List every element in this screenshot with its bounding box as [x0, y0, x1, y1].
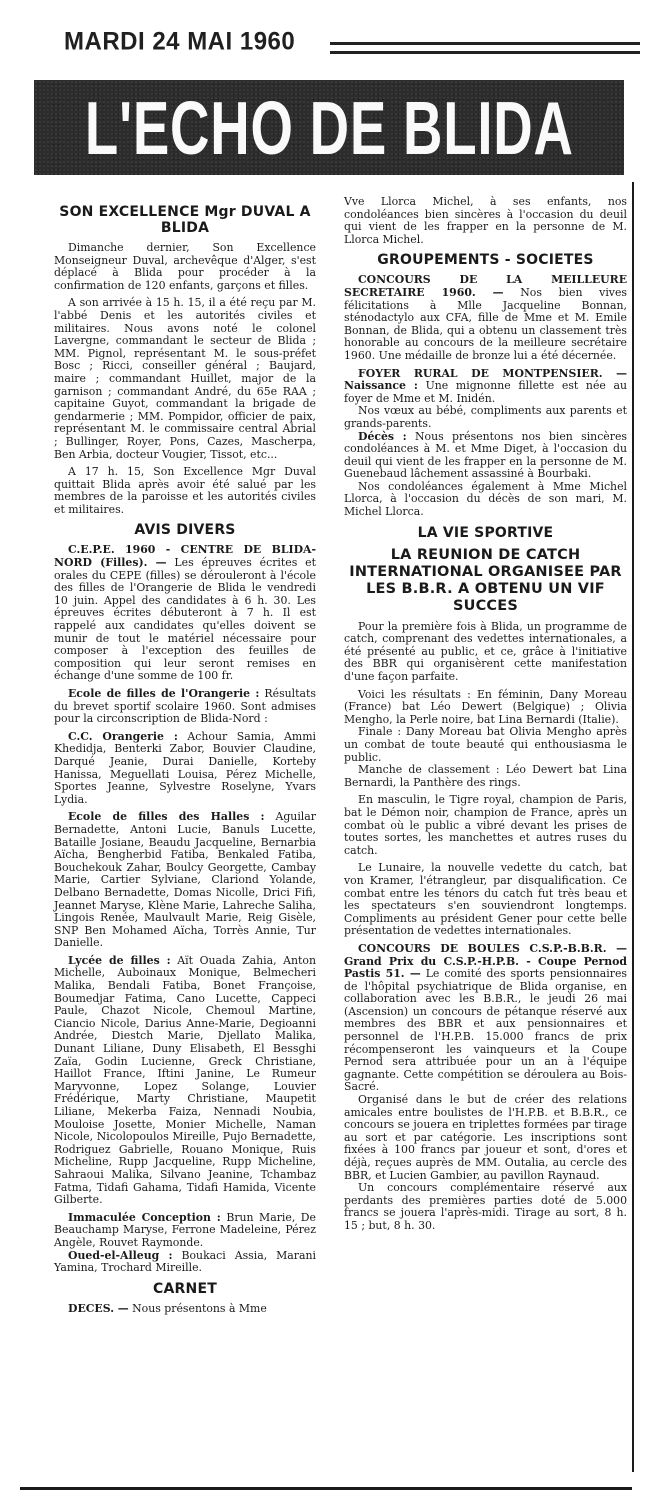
paragraph: Nos condoléances également à Mme Michel Llorca, à l'occasion du décès de son mari, M. Michel Llorca. — [344, 479, 627, 519]
left-column — [54, 196, 316, 1320]
paragraph-text: Nos bien vives félicitations à Mlle Jacqueline Bonnan, sténodactylo aux CFA, fille de Mme et M. Emile Bonnan, de Blida, qui a obtenu un classement très honorable au concours de la meilleure secrétaire 1960. Une médaille de bronze lui a été décernée. — [344, 285, 627, 362]
article-headline: LA REUNION DE CATCH INTERNATIONAL ORGANISEE PAR LES B.B.R. A OBTENU UN VIF SUCCES — [349, 546, 622, 614]
masthead-banner — [34, 80, 624, 175]
paragraph: Le Lunaire, la nouvelle vedette du catch, bat von Kramer, l'étrangleur, par disqualification. Ce combat entre les ténors du catch fut très beau et les spectateurs s'en souviendront longtemps. Compliments au président Gener pour cette belle présentation de vedettes internationales. — [344, 861, 627, 938]
header-rule — [330, 42, 640, 45]
paragraph: Organisé dans le but de créer des relations amicales entre boulistes de l'H.P.B. et B.B.R., ce concours se jouera en triplettes formées par tirage au sort et par catégorie. Les inscriptions sont fixées à 100 francs par joueur et sont, d'ores et déjà, reçues auprès de MM. Outalia, au cercle des BBR, et Lucien Gambier, au pavillon Raynaud. — [344, 1093, 627, 1182]
paragraph — [54, 1303, 316, 1316]
issue-date: MARDI 24 MAI 1960 — [64, 27, 296, 56]
paragraph — [344, 274, 627, 362]
paragraph-text: Aguilar Bernadette, Antoni Lucie, Banuls Lucette, Bataille Josiane, Beaudu Jacqueline, Bernarbia Aïcha, Bengherbid Fatiba, Benkaled Fatiba, Bouchekouk Zahar, Boulcy Georgette, Cambay Marie, Cartier Sylviane, Clariond Yolande, Delbano Bernadette, Domas Nicolle, Drici Fifi, Jeannet Maryse, Klène Marie, Lahreche Saliha, Lingois Renée, Maulvault Marie, Reig Gisèle, SNP Ben Mohamed Aïcha, Torrès Annie, Tur Danielle. — [54, 810, 316, 950]
paragraph: Finale : Dany Moreau bat Olivia Mengho après un combat de toute beauté qui enthousiasma le public. — [344, 725, 627, 764]
section-title: AVIS DIVERS — [134, 522, 236, 539]
paragraph — [54, 811, 316, 950]
paragraph: A 17 h. 15, Son Excellence Mgr Duval quittait Blida après avoir été salué par les membres de la paroisse et les autorités civiles et militaires. — [54, 465, 316, 516]
paragraph — [54, 955, 316, 1207]
paragraph-lead: Lycée de filles : — [68, 953, 171, 967]
right-column — [344, 196, 627, 1238]
paragraph-lead: CONCOURS DE BOULES C.S.P.-B.B.R. — Grand Prix du C.S.P.-H.P.B. - Coupe Pernod Pastis 51. — — [344, 941, 627, 981]
paragraph-lead: DECES. — — [68, 1301, 129, 1315]
carnet-continued: Vve Llorca Michel, à ses enfants, nos condoléances bien sincères à l'occasion du deuil qui vient de les frapper en la personne de M. Llorca Michel. — [344, 195, 627, 246]
paragraph: Voici les résultats : En féminin, Dany Moreau (France) bat Léo Dewert (Belgique) ; Olivia Mengho, la Perle noire, bat Lina Bernardi (Italie). — [344, 687, 627, 726]
article-title: SON EXCELLENCE Mgr DUVAL A BLIDA — [59, 204, 311, 236]
paragraph-text: Boukaci Assia, Marani Yamina, Trochard Mireille. — [54, 1248, 316, 1275]
paragraph-text: Les épreuves écrites et orales du CEPE (filles) se dérouleront à l'école des filles de l'Orangerie de Blida le vendredi 10 juin. Appel des candidates à 6 h. 30. Les épreuves écrites débuteront à 7 h. Il est rappelé aux candidates qu'elles doivent se munir de tout le matériel nécessaire pour composer à l'exception des feuilles de composition qui leur seront remises en échange d'une somme de 100 fr. — [54, 556, 316, 683]
paragraph-lead: Décès : — [358, 429, 407, 443]
paragraph-lead: Ecole de filles des Halles : — [68, 810, 265, 824]
paragraph: Nos vœux au bébé, compliments aux parents et grands-parents. — [344, 404, 627, 430]
paragraph-text: Brun Marie, De Beauchamp Maryse, Ferrone Madeleine, Pérez Angèle, Rouvet Raymonde. — [54, 1210, 316, 1249]
article-sport — [344, 525, 627, 1233]
paragraph: En masculin, le Tigre royal, champion de Paris, bat le Démon noir, champion de France, après un combat où le public a vibré devant les prises de toutes sortes, les manchettes et autres ruses du catch. — [344, 793, 627, 857]
paragraph: Manche de classement : Léo Dewert bat Lina Bernardi, la Panthère des rings. — [344, 763, 627, 789]
paragraph — [344, 368, 627, 406]
paragraph-lead: CONCOURS DE LA MEILLEURE SECRETAIRE 1960. — — [344, 273, 627, 299]
paragraph-text: Nous présentons à Mme — [128, 1301, 267, 1315]
paragraph — [54, 731, 316, 807]
paragraph — [344, 943, 627, 1094]
section-title: GROUPEMENTS - SOCIETES — [377, 252, 594, 269]
article-mgr-duval — [54, 204, 316, 516]
header-rule-2 — [330, 51, 640, 54]
paragraph — [54, 1250, 316, 1275]
section-title: CARNET — [153, 1280, 217, 1297]
paragraph-text: Une mignonne fillette est née au foyer de Mme et M. Inidén. — [344, 379, 627, 405]
paragraph — [54, 544, 316, 683]
article-groupements — [344, 252, 627, 518]
paragraph-lead: FOYER RURAL DE MONTPENSIER. — Naissance : — [344, 366, 627, 393]
article-avis-divers — [54, 522, 316, 1274]
paragraph-text: Aït Ouada Zahia, Anton Michelle, Auboinaux Monique, Belmecheri Malika, Bendali Fatiba, Bonet Françoise, Boumedjar Fatima, Cano Lucette, Cappeci Paule, Chazot Nicole, Chemoul Martine, Ciancio Nicole, Darius Anne-Marie, Degioanni Andrée, Diestch Marie, Djellato Malika, Dunant Liliane, Duny Elisabeth, El Bessghi Zaïa, Godin Lucienne, Greck Christiane, Haillot France, Iftini Janine, Le Rumeur Maryvonne, Lopez Solange, Louvier Frédérique, Marty Christiane, Maupetit Liliane, Mekerba Faiza, Nennadi Noubia, Mouloise Josette, Monier Michelle, Naman Nicole, Nicolopoulos Mireille, Pujo Bernadette, Rodriguez Gabrielle, Rouano Monique, Ruis Micheline, Rupp Jacqueline, Rupp Micheline, Sahraoui Malika, Silvano Jeanine, Tchambaz Fatma, Tidafi Gahama, Tidafi Hamida, Vicente Gilberte. — [54, 953, 316, 1207]
page-bottom-rule — [20, 1487, 632, 1490]
paragraph: Dimanche dernier, Son Excellence Monseigneur Duval, archevêque d'Alger, s'est déplacé à Blida pour procéder à la confirmation de 120 enfants, garçons et filles. — [54, 241, 316, 292]
paragraph — [54, 688, 316, 726]
article-carnet — [54, 1281, 316, 1316]
paragraph-lead: C.C. Orangerie : — [68, 729, 178, 743]
paragraph: Pour la première fois à Blida, un programme de catch, comprenant des vedettes internationales, a été présenté au public, et ce, grâce à l'initiative des BBR qui organisèrent cette manifestation d'une façon parfaite. — [344, 619, 627, 684]
paragraph-text: Nous présentons nos bien sincères condoléances à M. et Mme Diget, à l'occasion du deuil qui vient de les frapper en la personne de M. Guenebaud lâchement assassiné à Bourbaki. — [344, 429, 627, 481]
paragraph-lead: C.E.P.E. 1960 - CENTRE DE BLIDA-NORD (Filles). — — [54, 543, 316, 570]
paragraph-text: Achour Samia, Ammi Khedidja, Benterki Zabor, Bouvier Claudine, Darqué Jeanie, Durai Danielle, Korteby Hanissa, Meguellati Louisa, Pérez Michelle, Sportes Jeanne, Sylvestre Roselyne, Yvars Lydia. — [54, 729, 316, 806]
paragraph-lead: Ecole de filles de l'Orangerie : — [68, 687, 260, 700]
masthead-title: L'ECHO DE BLIDA — [84, 85, 574, 170]
paragraph-text: Résultats du brevet sportif scolaire 1960. Sont admises pour la circonscription de Blida-Nord : — [54, 687, 316, 726]
paragraph — [54, 1212, 316, 1250]
section-title: LA VIE SPORTIVE — [417, 524, 554, 541]
paragraph: Un concours complémentaire réservé aux perdants des premières parties doté de 5.000 francs se jouera l'après-midi. Tirage au sort, 8 h. 15 ; but, 8 h. 30. — [344, 1181, 627, 1232]
paragraph: A son arrivée à 15 h. 15, il a été reçu par M. l'abbé Denis et les autorités civiles et militaires. Nous avons noté le colonel Lavergne, commandant le secteur de Blida ; MM. Pignol, représentant M. le sous-préfet Bosc ; Ricci, conseiller général ; Baujard, maire ; commandant Huillet, major de la garnison ; commandant André, du 65e RAA ; capitaine Guyot, commandant la brigade de gendarmerie ; MM. Pompidor, officier de paix, représentant M. le commissaire central Abrial ; Bullinger, Royer, Pons, Cazes, Mascherpa, Ben Arbia, docteur Vougier, Tissot, etc... — [54, 296, 316, 461]
paragraph — [344, 431, 627, 481]
paragraph-lead: Immaculée Conception : — [68, 1210, 221, 1224]
paragraph-lead: Oued-el-Alleug : — [68, 1248, 173, 1262]
paragraph-text: Le comité des sports pensionnaires de l'hôpital psychiatrique de Blida organise, en collaboration avec les B.B.R., le jeudi 26 mai (Ascension) un concours de pétanque réservé aux membres des BBR et aux pensionnaires et personnel de l'H.P.B. 15.000 francs de prix récompenseront les vainqueurs et la Coupe Pernod sera attribuée pour un an à l'équipe gagnante. Cette compétition se déroulera au Bois-Sacré. — [344, 967, 628, 1094]
column-border-right — [632, 182, 634, 1472]
